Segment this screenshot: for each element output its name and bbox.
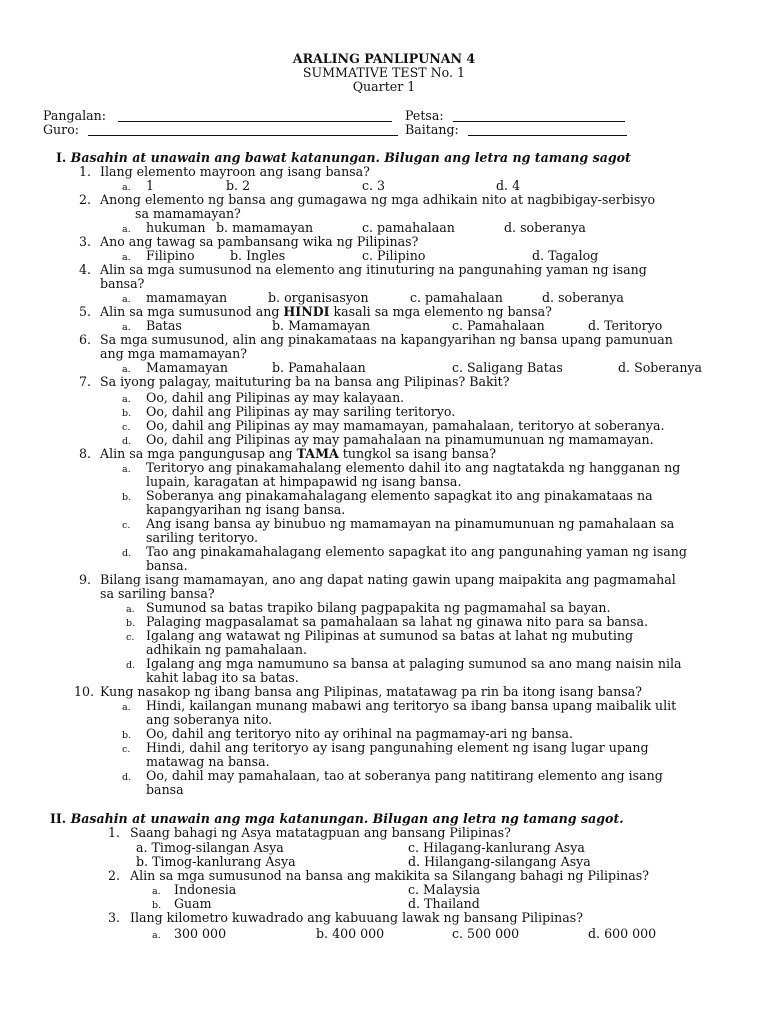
p2-q2-option-a-letter[interactable]: a.	[152, 886, 161, 897]
q6-option-b[interactable]: b. Pamahalaan	[272, 360, 366, 375]
p2-q2-option-b-letter[interactable]: b.	[152, 900, 162, 911]
q9-option-a-letter[interactable]: a.	[126, 604, 135, 615]
q7-option-d-letter[interactable]: d.	[122, 436, 132, 447]
q1-option-b[interactable]: b. 2	[226, 178, 251, 193]
part1-heading	[56, 151, 631, 165]
q8-number: 8.	[79, 446, 92, 461]
part2-instructions: Basahin at unawain ang mga katanungan. Bilugan ang letra ng tamang sagot.	[70, 811, 624, 826]
q2-option-a[interactable]: hukuman	[146, 220, 206, 235]
q6-number: 6.	[79, 332, 92, 347]
q8-option-d[interactable]: Tao ang pinakamahalagang elemento sapagkat ito ang pangunahing yaman ng isang	[146, 544, 687, 559]
p2-q2-number: 2.	[108, 868, 121, 883]
q6-option-a-letter[interactable]: a.	[122, 364, 131, 375]
q8-text-pre: Alin sa mga pangungusap ang	[100, 446, 297, 461]
q1-text: Ilang elemento mayroon ang isang bansa?	[100, 164, 370, 179]
q3-option-a-letter[interactable]: a.	[122, 252, 131, 263]
q4-option-b[interactable]: b. organisasyon	[268, 290, 369, 305]
q9-option-c[interactable]: Igalang ang watawat ng Pilipinas at sumunod sa batas at lahat ng mubuting	[146, 628, 634, 643]
q8-option-c[interactable]: Ang isang bansa ay binubuo ng mamamayan na pinamumunuan ng pamahalaan sa	[146, 516, 675, 531]
q2-option-c[interactable]: c. pamahalaan	[362, 220, 455, 235]
q4-option-a-letter[interactable]: a.	[122, 294, 131, 305]
q9-option-a[interactable]: Sumunod sa batas trapiko bilang pagpapakita ng pagmamahal sa bayan.	[146, 600, 611, 615]
p2-q2-text: Alin sa mga sumusunod na bansa ang makikita sa Silangang bahagi ng Pilipinas?	[130, 868, 649, 883]
exam-title: ARALING PANLIPUNAN 4	[292, 51, 476, 66]
name-blank[interactable]	[118, 121, 392, 122]
q5-text-pre: Alin sa mga sumusunod ang	[100, 304, 284, 319]
p2-q1-option-a[interactable]: a. Timog-silangan Asya	[136, 840, 284, 855]
q10-option-c-cont[interactable]: matawag na bansa.	[146, 754, 270, 769]
q7-option-d[interactable]: Oo, dahil ang Pilipinas ay may pamahalaan na pinamumunuan ng mamamayan.	[146, 432, 654, 447]
q10-text: Kung nasakop ng ibang bansa ang Pilipinas, matatawag pa rin ba itong isang bansa?	[100, 684, 642, 699]
q2-text: Anong elemento ng bansa ang gumagawa ng mga adhikain nito at nagbibigay-serbisyo	[100, 192, 656, 207]
q10-option-a[interactable]: Hindi, kailangan munang mabawi ang teritoryo sa ibang bansa upang maibalik ulit	[146, 698, 677, 713]
q8-option-d-letter[interactable]: d.	[122, 548, 132, 559]
q1-option-a-letter[interactable]: a.	[122, 182, 131, 193]
q7-option-a[interactable]: Oo, dahil ang Pilipinas ay may kalayaan.	[146, 390, 405, 405]
q8-option-c-cont[interactable]: sariling teritoryo.	[146, 530, 258, 545]
q7-option-b[interactable]: Oo, dahil ang Pilipinas ay may sariling teritoryo.	[146, 404, 456, 419]
q8-text-post: tungkol sa isang bansa?	[338, 446, 496, 461]
q6-option-c[interactable]: c. Saligang Batas	[452, 360, 563, 375]
q7-option-c-letter[interactable]: c.	[122, 422, 131, 433]
q2-text-cont: sa mamamayan?	[135, 206, 241, 221]
grade-label: Baitang:	[405, 122, 459, 137]
p2-q1-text: Saang bahagi ng Asya matatagpuan ang bansang Pilipinas?	[130, 825, 511, 840]
q5-text-post: kasali sa mga elemento ng bansa?	[329, 304, 552, 319]
exam-quarter: Quarter 1	[352, 79, 416, 94]
part1-instructions: Basahin at unawain ang bawat katanungan. Bilugan ang letra ng tamang sagot	[70, 150, 631, 165]
q5-option-d[interactable]: d. Teritoryo	[588, 318, 663, 333]
q4-option-c[interactable]: c. pamahalaan	[410, 290, 503, 305]
p2-q3-option-b[interactable]: b. 400 000	[316, 926, 385, 941]
q9-option-b[interactable]: Palaging magpasalamat sa pamahalaan sa lahat ng ginawa nito para sa bansa.	[146, 614, 648, 629]
part1-number: I.	[56, 150, 67, 165]
q2-option-d[interactable]: d. soberanya	[504, 220, 586, 235]
p2-q3-option-a[interactable]: 300 000	[174, 926, 227, 941]
q7-number: 7.	[79, 374, 92, 389]
q3-number: 3.	[79, 234, 92, 249]
q10-number: 10.	[74, 684, 95, 699]
q10-option-d-letter[interactable]: d.	[122, 772, 132, 783]
q9-option-c-cont[interactable]: adhikain ng pamahalaan.	[146, 642, 307, 657]
q6-option-a[interactable]: Mamamayan	[146, 360, 229, 375]
q2-number: 2.	[79, 192, 92, 207]
q4-text-cont: bansa?	[100, 276, 145, 291]
q3-text: Ano ang tawag sa pambansang wika ng Pilipinas?	[100, 234, 419, 249]
name-label: Pangalan:	[43, 108, 106, 123]
grade-blank[interactable]	[468, 135, 627, 136]
p2-q3-option-c[interactable]: c. 500 000	[452, 926, 520, 941]
q8-text	[100, 447, 496, 461]
p2-q3-text: Ilang kilometro kuwadrado ang kabuuang lawak ng bansang Pilipinas?	[130, 910, 584, 925]
q7-option-a-letter[interactable]: a.	[122, 394, 131, 405]
q5-option-c[interactable]: c. Pamahalaan	[452, 318, 545, 333]
q2-option-a-letter[interactable]: a.	[122, 224, 131, 235]
q9-number: 9.	[79, 572, 92, 587]
q9-text-cont: sa sariling bansa?	[100, 586, 215, 601]
q10-option-b[interactable]: Oo, dahil ang teritoryo nito ay orihinal na pagmamay-ari ng bansa.	[146, 726, 574, 741]
q10-option-c[interactable]: Hindi, dahil ang teritoryo ay isang pangunahing element ng isang lugar upang	[146, 740, 649, 755]
p2-q2-option-c[interactable]: c. Malaysia	[408, 882, 481, 897]
q6-text: Sa mga sumusunod, alin ang pinakamataas na kapangyarihan ng bansa upang pamunuan	[100, 332, 673, 347]
q8-text-emphasis: TAMA	[296, 446, 339, 461]
p2-q1-number: 1.	[108, 825, 121, 840]
q10-option-d[interactable]: Oo, dahil may pamahalaan, tao at soberanya pang natitirang elemento ang isang	[146, 768, 663, 783]
p2-q2-option-b[interactable]: Guam	[174, 896, 212, 911]
q8-option-b[interactable]: Soberanya ang pinakamahalagang elemento sapagkat ito ang pinakamataas na	[146, 488, 653, 503]
p2-q2-option-d[interactable]: d. Thailand	[408, 896, 480, 911]
q3-option-a[interactable]: Filipino	[146, 248, 195, 263]
q9-option-d-letter[interactable]: d.	[126, 660, 136, 671]
date-label: Petsa:	[405, 108, 444, 123]
q1-option-c[interactable]: c. 3	[362, 178, 386, 193]
q1-number: 1.	[79, 164, 92, 179]
q4-option-d[interactable]: d. soberanya	[542, 290, 624, 305]
q3-option-d[interactable]: d. Tagalog	[532, 248, 599, 263]
teacher-blank[interactable]	[88, 135, 398, 136]
q5-option-a[interactable]: Batas	[146, 318, 182, 333]
p2-q2-option-a[interactable]: Indonesia	[174, 882, 237, 897]
q8-option-a-letter[interactable]: a.	[122, 464, 131, 475]
q5-number: 5.	[79, 304, 92, 319]
q6-text-cont: ang mga mamamayan?	[100, 346, 248, 361]
q10-option-b-letter[interactable]: b.	[122, 730, 132, 741]
q10-option-a-letter[interactable]: a.	[122, 702, 131, 713]
q8-option-b-cont[interactable]: kapangyarihan ng isang bansa.	[146, 502, 346, 517]
q8-option-b-letter[interactable]: b.	[122, 492, 132, 503]
q5-option-b[interactable]: b. Mamamayan	[272, 318, 371, 333]
date-blank[interactable]	[453, 121, 625, 122]
q8-option-a-cont[interactable]: lupain, karagatan at himpapawid ng isang bansa.	[146, 474, 462, 489]
q9-option-b-letter[interactable]: b.	[126, 618, 136, 629]
q9-option-d-cont[interactable]: kahit labag ito sa batas.	[146, 670, 299, 685]
part2-number: II.	[50, 811, 67, 826]
q5-option-a-letter[interactable]: a.	[122, 322, 131, 333]
q10-option-c-letter[interactable]: c.	[122, 744, 131, 755]
p2-q3-number: 3.	[108, 910, 121, 925]
p2-q3-option-a-letter[interactable]: a.	[152, 930, 161, 941]
q9-option-d[interactable]: Igalang ang mga namumuno sa bansa at palaging sumunod sa ano mang naisin nila	[146, 656, 682, 671]
q4-text: Alin sa mga sumusunod na elemento ang itinuturing na pangunahing yaman ng isang	[100, 262, 647, 277]
q3-option-c[interactable]: c. Pilipino	[362, 248, 426, 263]
q3-option-b[interactable]: b. Ingles	[230, 248, 286, 263]
q10-option-d-cont[interactable]: bansa	[146, 782, 184, 797]
p2-q1-option-c[interactable]: c. Hilagang-kanlurang Asya	[408, 840, 585, 855]
q9-option-c-letter[interactable]: c.	[126, 632, 135, 643]
q4-number: 4.	[79, 262, 92, 277]
q7-text: Sa iyong palagay, maituturing ba na bansa ang Pilipinas? Bakit?	[100, 374, 510, 389]
part2-heading	[50, 812, 624, 826]
q9-text: Bilang isang mamamayan, ano ang dapat nating gawin upang maipakita ang pagmamahal	[100, 572, 676, 587]
q10-option-a-cont[interactable]: ang soberanya nito.	[146, 712, 273, 727]
q7-option-c[interactable]: Oo, dahil ang Pilipinas ay may mamamayan, pamahalaan, teritoryo at soberanya.	[146, 418, 665, 433]
q8-option-c-letter[interactable]: c.	[122, 520, 131, 531]
teacher-label: Guro:	[43, 122, 80, 137]
q8-option-d-cont[interactable]: bansa.	[146, 558, 188, 573]
q6-option-d[interactable]: d. Soberanya	[618, 360, 703, 375]
q7-option-b-letter[interactable]: b.	[122, 408, 132, 419]
q8-option-a[interactable]: Teritoryo ang pinakamahalang elemento dahil ito ang nagtatakda ng hangganan ng	[146, 460, 681, 475]
p2-q1-option-b[interactable]: b. Timog-kanlurang Asya	[136, 854, 296, 869]
p2-q1-option-d[interactable]: d. Hilangang-silangang Asya	[408, 854, 591, 869]
q1-option-d[interactable]: d. 4	[496, 178, 521, 193]
exam-subtitle: SUMMATIVE TEST No. 1	[302, 65, 466, 80]
q5-text-emphasis: HINDI	[283, 304, 330, 319]
q5-text	[100, 305, 552, 319]
q4-option-a[interactable]: mamamayan	[146, 290, 228, 305]
q1-option-a[interactable]: 1	[146, 178, 155, 193]
q2-option-b[interactable]: b. mamamayan	[216, 220, 314, 235]
p2-q3-option-d[interactable]: d. 600 000	[588, 926, 657, 941]
